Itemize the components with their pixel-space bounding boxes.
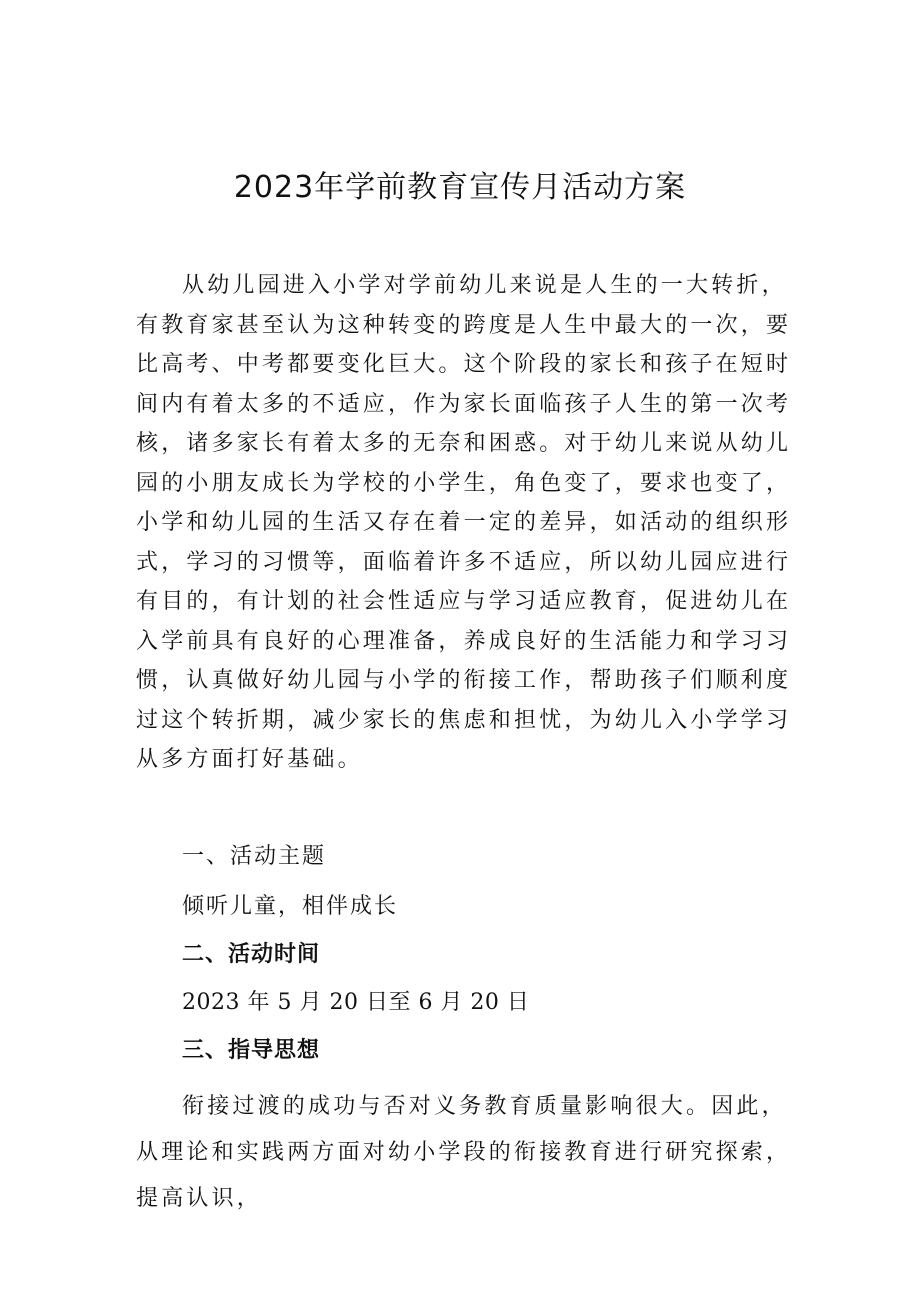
activity-time-text: 2023 年 5 月 20 日至 6 月 20 日 <box>182 990 530 1015</box>
intro-paragraph: 从幼儿园进入小学对学前幼儿来说是人生的一大转折，有教育家甚至认为这种转变的跨度是人生中最大的一次，要 比高考、中考都要变化巨大。这个阶段的家长和孩子在短时 间内有着太多的不适应，作为家长面临孩子人生的第一次考 核，诸多家长有着太多的无奈和困惑。对于幼儿来说从幼儿 园的小朋友成长为学校的小学生，角色变了，要求也变了， 小学和幼儿园的生活又存在着一定的差异，如活动的组织形 式，学习的习惯等，面临着许多不适应，所以幼儿园应进行 有目的，有计划的社会性适应与学习适应教育，促进幼儿在 入学前具有良好的心理准备，养成良好的生活能力和学习习 惯，认真做好幼儿园与小学的衔接工作，帮助孩子们顺利度 过这个转折期，减少家长的焦虑和担忧，为幼儿入小学学习 从多方面打好基础。 <box>136 273 792 772</box>
activity-theme-text: 倾听儿童，相伴成长 <box>182 894 399 919</box>
section-heading-guiding-ideology: 三、指导思想 <box>182 1038 321 1063</box>
section-heading-activity-time: 二、活动时间 <box>182 942 321 967</box>
guiding-ideology-paragraph: 衔接过渡的成功与否对义务教育质量影响很大。因此，从理论和实践两方面对幼小学段的衔接教育进行研究探索，提高认识， <box>136 1094 792 1211</box>
section-heading-activity-theme: 一、活动主题 <box>182 844 327 869</box>
document-title: 2023年学前教育宣传月活动方案 <box>233 170 687 205</box>
